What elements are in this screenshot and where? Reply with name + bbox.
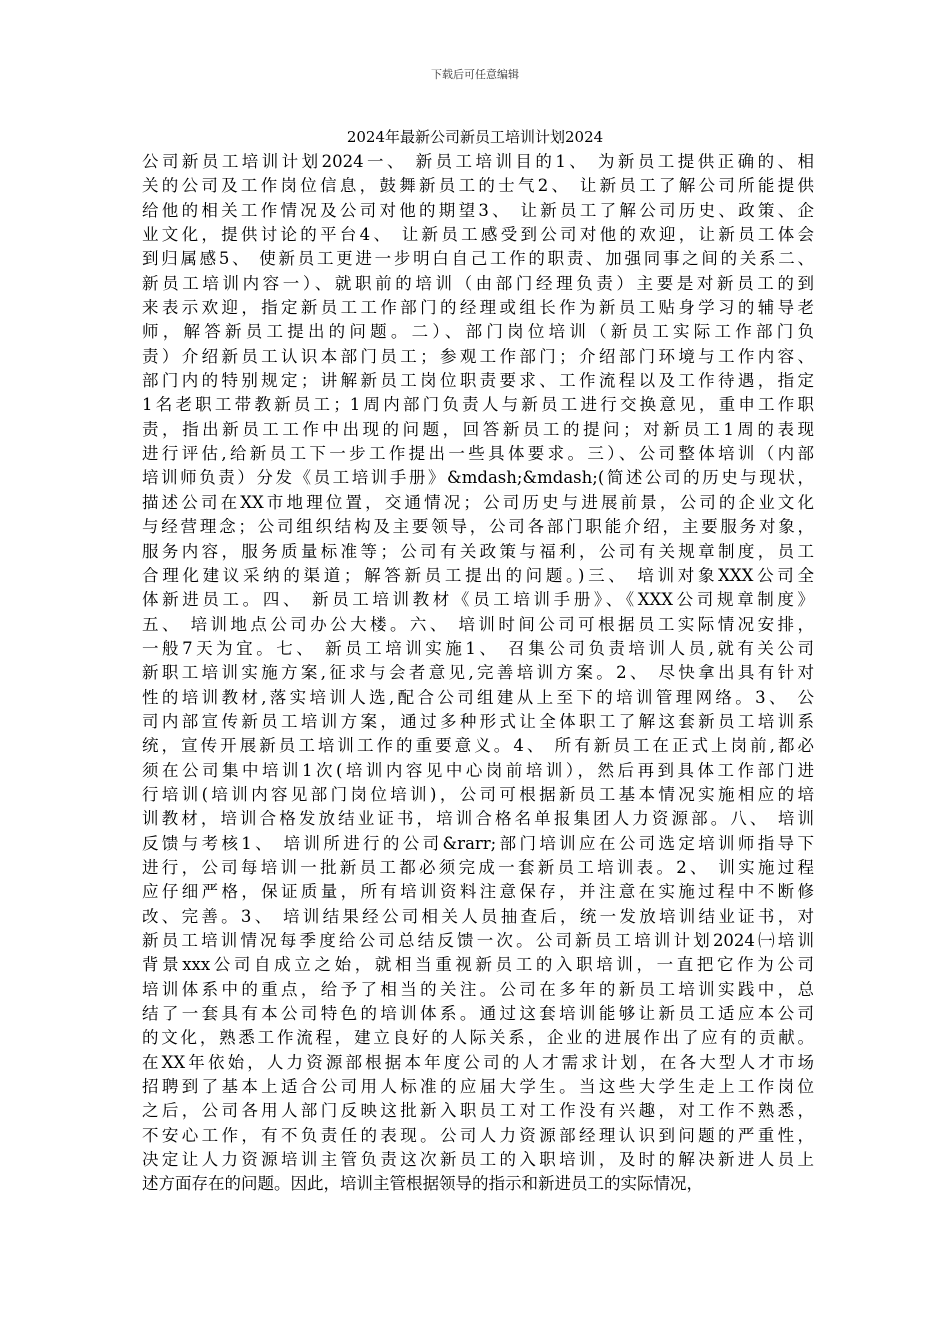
body-text-line: 部门内的特别规定；讲解新员工岗位职责要求、工作流程以及工作待遇，指定 [142, 371, 814, 391]
header-note: 下载后可任意编辑 [431, 68, 519, 81]
body-text-line: 述方面存在的问题。因此，培训主管根据领导的指示和新进员工的实际情况， [142, 1174, 703, 1194]
body-text-line: 招聘到了基本上适合公司用人标准的应届大学生。当这些大学生走上工作岗位 [142, 1077, 814, 1097]
body-text-line: 应仔细严格，保证质量，所有培训资料注意保存，并注意在实施过程中不断修 [142, 882, 814, 902]
body-text-line: 的文化，熟悉工作流程，建立良好的人际关系，企业的进展作出了应有的贡献。 [142, 1028, 814, 1048]
body-text-line: 进行，公司每培训一批新员工都必须完成一套新员工培训表。2、 训实施过程 [142, 857, 814, 877]
body-text-line: 统，宣传开展新员工培训工作的重要意义。4、 所有新员工在正式上岗前,都必 [142, 736, 814, 756]
document-title: 2024年最新公司新员工培训计划2024 [346, 128, 604, 146]
body-text-line: 体新进员工。四、 新员工培训教材《员工培训手册》、《XXX公司规章制度》 [142, 590, 814, 610]
body-text-line: 反馈与考核1、 培训所进行的公司&rarr;部门培训应在公司选定培训师指导下 [142, 833, 814, 853]
body-text-line: 服务内容，服务质量标准等；公司有关政策与福利，公司有关规章制度，员工 [142, 541, 814, 561]
body-text-line: 到归属感5、 使新员工更进一步明白自己工作的职责、加强同事之间的关系二、 [142, 249, 814, 269]
body-text-line: 新员工培训情况每季度给公司总结反馈一次。公司新员工培训计划2024㈠培训 [142, 931, 814, 950]
body-text-line: 培训师负责）分发《员工培训手册》&mdash;&mdash;(简述公司的历史与现状， [142, 468, 814, 488]
body-text-line: 结了一套具有本公司特色的培训体系。通过这套培训能够让新员工适应本公司 [142, 1004, 814, 1024]
body-text-line: 与经营理念；公司组织结构及主要领导，公司各部门职能介绍，主要服务对象， [142, 517, 814, 537]
body-text-line: 给他的相关工作情况及公司对他的期望3、 让新员工了解公司历史、政策、企 [142, 200, 814, 220]
body-text-line: 师，解答新员工提出的问题。二）、部门岗位培训（新员工实际工作部门负 [142, 322, 814, 342]
body-text-line: 公司新员工培训计划2024一、 新员工培训目的1、 为新员工提供正确的、相 [142, 152, 814, 171]
body-text-line: 行培训(培训内容见部门岗位培训)，公司可根据新员工基本情况实施相应的培 [142, 784, 814, 804]
body-text-line: 新员工培训内容一）、就职前的培训（由部门经理负责）主要是对新员工的到 [142, 273, 814, 293]
body-text-line: 司内部宣传新员工培训方案，通过多种形式让全体职工了解这套新员工培训系 [142, 711, 814, 731]
body-text-line: 决定让人力资源培训主管负责这次新员工的入职培训，及时的解决新进人员上 [142, 1150, 814, 1170]
body-text-line: 性的培训教材,落实培训人选,配合公司组建从上至下的培训管理网络。3、 公 [142, 687, 814, 707]
body-text-line: 之后，公司各用人部门反映这批新入职员工对工作没有兴趣，对工作不熟悉， [142, 1101, 814, 1121]
body-text-line: 来表示欢迎，指定新员工工作部门的经理或组长作为新员工贴身学习的辅导老 [142, 298, 814, 318]
body-text-line: 不安心工作，有不负责任的表现。公司人力资源部经理认识到问题的严重性， [142, 1125, 814, 1145]
body-text-line: 在XX年依始，人力资源部根据本年度公司的人才需求计划，在各大型人才市场 [142, 1052, 814, 1072]
body-text-line: 新职工培训实施方案,征求与会者意见,完善培训方案。2、 尽快拿出具有针对 [142, 663, 814, 683]
body-text-line: 进行评估,给新员工下一步工作提出一些具体要求。三）、公司整体培训（内部 [142, 444, 814, 464]
body-text-line: 培训体系中的重点，给予了相当的关注。公司在多年的新员工培训实践中，总 [142, 979, 814, 999]
body-text-line: 须在公司集中培训1次(培训内容见中心岗前培训），然后再到具体工作部门进 [142, 760, 814, 780]
document-body [142, 150, 814, 1197]
body-text-line: 业文化，提供讨论的平台4、 让新员工感受到公司对他的欢迎，让新员工体会 [142, 225, 814, 245]
body-text-line: 合理化建议采纳的渠道；解答新员工提出的问题。)三、 培训对象XXX公司全 [142, 565, 814, 585]
body-text-line: 训教材，培训合格发放结业证书，培训合格名单报集团人力资源部。八、 培训 [142, 809, 814, 829]
body-text-line: 关的公司及工作岗位信息，鼓舞新员工的士气2、 让新员工了解公司所能提供 [142, 176, 814, 196]
body-text-line: 五、 培训地点公司办公大楼。六、 培训时间公司可根据员工实际情况安排， [142, 614, 814, 634]
body-text-line: 责，指出新员工工作中出现的问题，回答新员工的提问；对新员工1周的表现 [142, 419, 814, 439]
body-text-line: 改、完善。3、 培训结果经公司相关人员抽查后，统一发放培训结业证书，对 [142, 906, 814, 926]
body-text-line: 1名老职工带教新员工；1周内部门负责人与新员工进行交换意见，重申工作职 [142, 395, 814, 415]
body-text-line: 背景xxx公司自成立之始，就相当重视新员工的入职培训，一直把它作为公司 [142, 955, 814, 975]
body-text-line: 一般7天为宜。七、 新员工培训实施1、 召集公司负责培训人员,就有关公司 [142, 638, 814, 658]
body-text-line: 责）介绍新员工认识本部门员工；参观工作部门；介绍部门环境与工作内容、 [142, 346, 814, 366]
body-text-line: 描述公司在XX市地理位置，交通情况；公司历史与进展前景，公司的企业文化 [142, 492, 814, 512]
